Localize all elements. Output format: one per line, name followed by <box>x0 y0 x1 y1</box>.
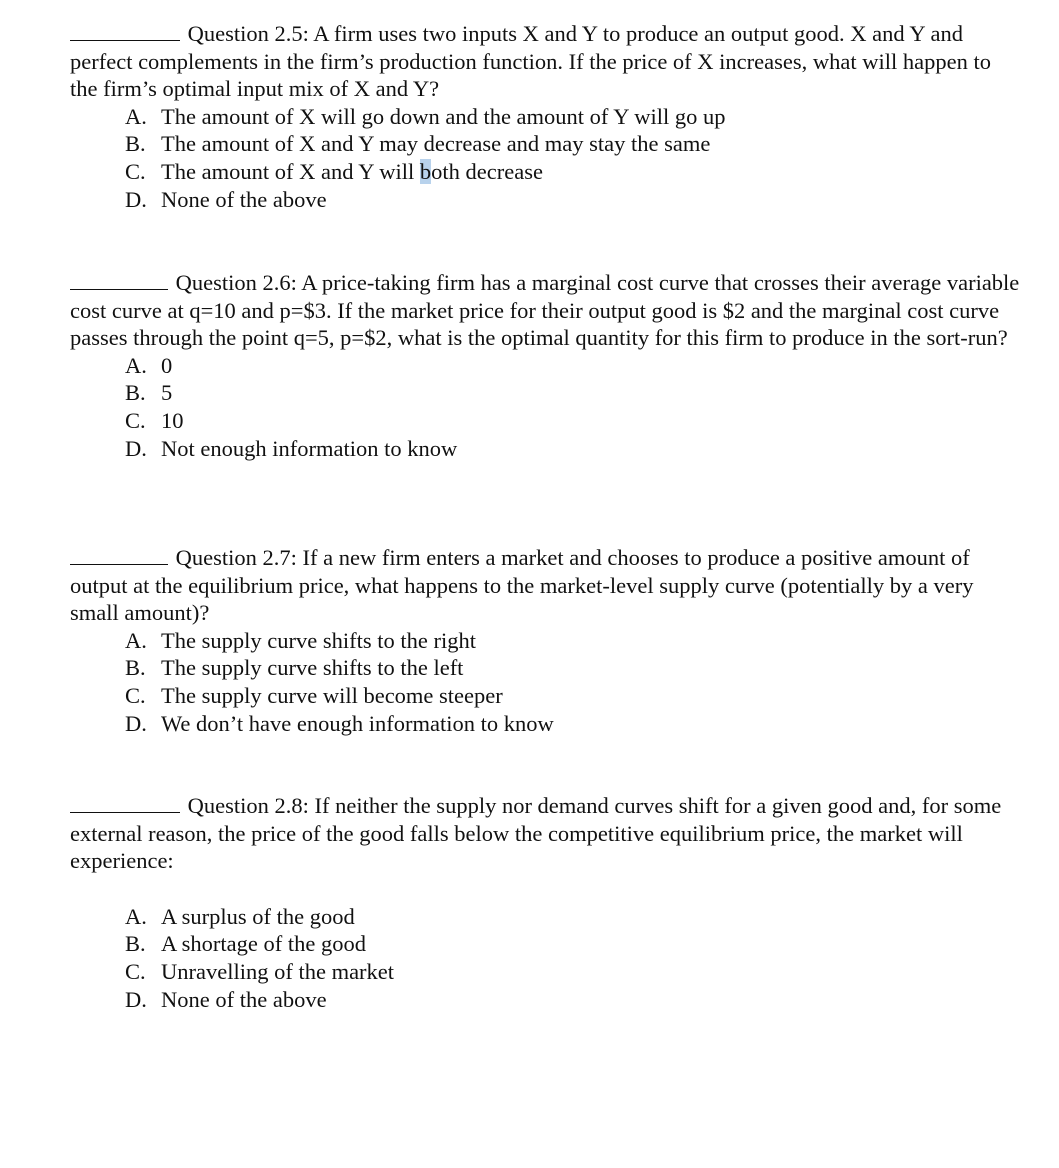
option-text: The supply curve shifts to the right <box>161 627 476 653</box>
answer-blank-line[interactable] <box>70 20 180 41</box>
question-text: Question 2.6: A price-taking firm has a marginal cost curve that crosses their average variable cost curve at q=10 and p=$3. If the market price for their output good is $2 and the marginal cost curve passes through the point q=5, p=$2, what is the optimal quantity for this firm to produce in the sort-run? <box>70 270 1020 350</box>
option-b <box>125 654 1020 682</box>
question-stem <box>70 792 1020 875</box>
option-letter: A. <box>125 903 147 929</box>
option-letter: A. <box>125 627 147 653</box>
text-selection-highlight: b <box>419 159 432 185</box>
question-2-8 <box>70 792 1020 1014</box>
option-text: Unravelling of the market <box>161 959 395 985</box>
option-text: The supply curve shifts to the left <box>161 655 464 681</box>
question-text: Question 2.5: A firm uses two inputs X and Y to produce an output good. X and Y and perfect complements in the firm’s production function. If the price of X increases, what will happen to the firm’s optimal input mix of X and Y? <box>70 21 991 101</box>
option-text: 10 <box>161 408 184 434</box>
option-d <box>125 186 1020 214</box>
option-letter: B. <box>125 931 146 957</box>
question-text: Question 2.7: If a new firm enters a market and chooses to produce a positive amount of output at the equilibrium price, what happens to the market-level supply curve (potentially by a very small amount)? <box>70 545 974 625</box>
option-text: Not enough information to know <box>161 435 458 461</box>
answer-blank-line[interactable] <box>70 544 168 565</box>
option-letter: A. <box>125 352 147 378</box>
question-stem <box>70 20 1020 103</box>
option-letter: D. <box>125 710 147 736</box>
option-text-rest: oth decrease <box>431 159 543 185</box>
answer-blank-line[interactable] <box>70 269 168 290</box>
answer-options <box>70 103 1020 214</box>
question-text: Question 2.8: If neither the supply nor demand curves shift for a given good and, for some external reason, the price of the good falls below the competitive equilibrium price, the market will experience: <box>70 793 1002 873</box>
option-letter: D. <box>125 186 147 212</box>
option-text: None of the above <box>161 986 327 1012</box>
option-letter: B. <box>125 655 146 681</box>
option-b <box>125 130 1020 158</box>
option-text: A shortage of the good <box>161 931 366 957</box>
option-letter: B. <box>125 380 146 406</box>
option-text: The amount of X and Y may decrease and may stay the same <box>161 131 711 157</box>
option-letter: C. <box>125 683 146 709</box>
option-d <box>125 435 1020 463</box>
option-text: 0 <box>161 352 173 378</box>
option-c <box>125 958 1020 986</box>
option-letter: D. <box>125 986 147 1012</box>
question-stem <box>70 544 1020 627</box>
option-text: 5 <box>161 380 173 406</box>
question-stem <box>70 269 1020 352</box>
option-letter: C. <box>125 159 146 185</box>
option-a <box>125 103 1020 131</box>
option-d <box>125 710 1020 738</box>
option-letter: C. <box>125 959 146 985</box>
option-text: None of the above <box>161 186 327 212</box>
option-c <box>125 682 1020 710</box>
option-text: The amount of X and Y will <box>161 159 420 185</box>
option-c <box>125 158 1020 186</box>
option-letter: A. <box>125 103 147 129</box>
option-letter: B. <box>125 131 146 157</box>
option-d <box>125 986 1020 1014</box>
option-text: A surplus of the good <box>161 903 355 929</box>
option-a <box>125 352 1020 380</box>
option-b <box>125 379 1020 407</box>
answer-options <box>70 352 1020 463</box>
option-b <box>125 930 1020 958</box>
question-2-6 <box>70 269 1020 463</box>
option-a <box>125 903 1020 931</box>
answer-options <box>70 903 1020 1014</box>
answer-blank-line[interactable] <box>70 792 180 813</box>
option-text: The amount of X will go down and the amount of Y will go up <box>161 103 726 129</box>
option-text: We don’t have enough information to know <box>161 710 554 736</box>
option-letter: C. <box>125 408 146 434</box>
question-2-5 <box>70 20 1020 214</box>
option-c <box>125 407 1020 435</box>
question-2-7 <box>70 544 1020 738</box>
option-letter: D. <box>125 435 147 461</box>
option-text: The supply curve will become steeper <box>161 683 503 709</box>
option-a <box>125 627 1020 655</box>
answer-options <box>70 627 1020 738</box>
